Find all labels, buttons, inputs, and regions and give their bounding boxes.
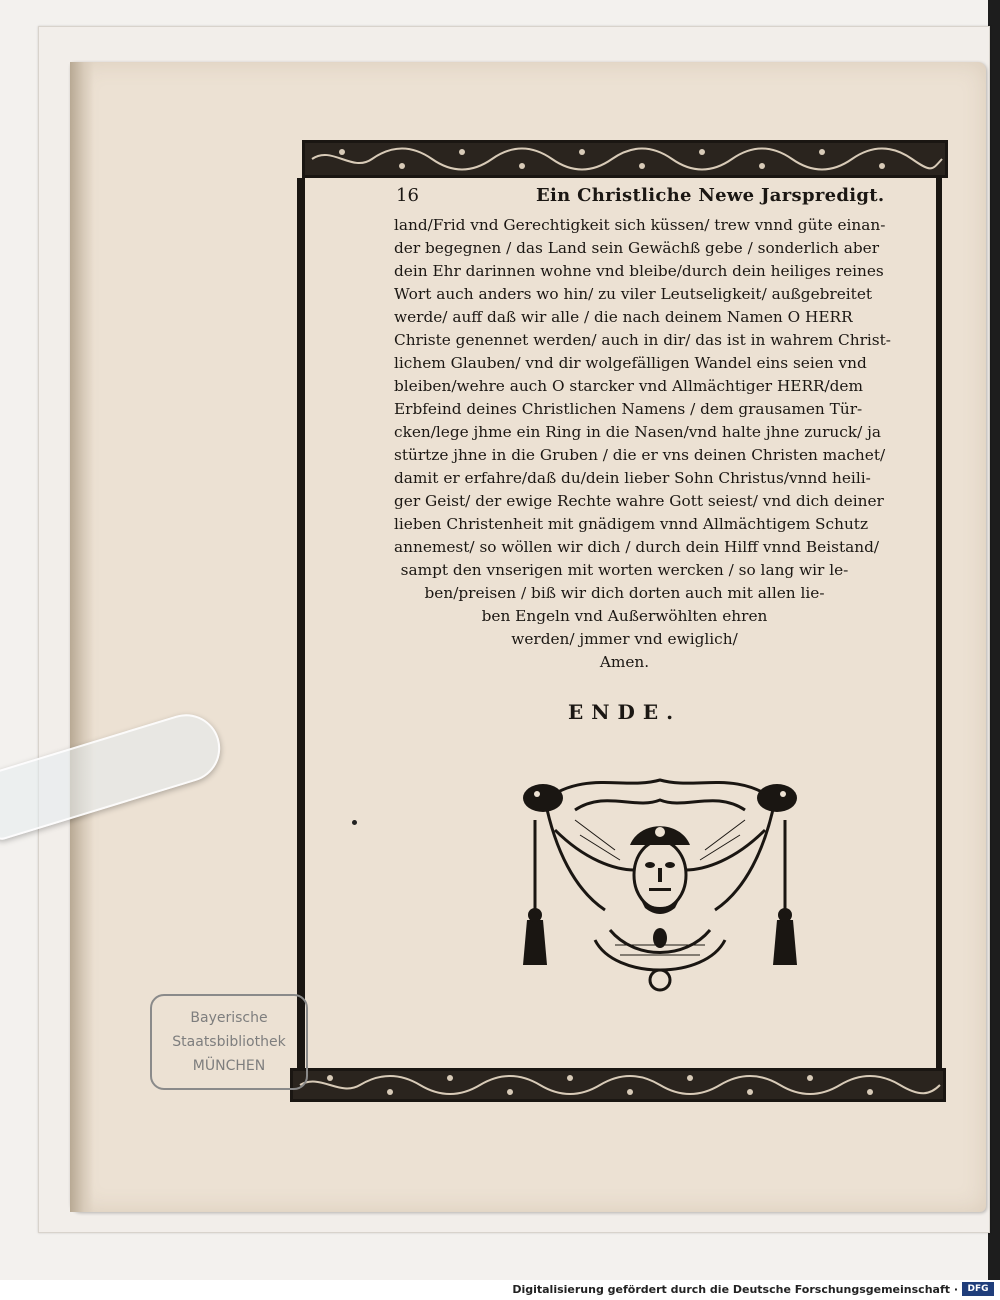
text-line: der begegnen / das Land sein Gewächß gebe / sonderlich aber [394, 239, 880, 257]
text-line: Christe genennet werden/ auch in dir/ das ist in wahrem Christ- [394, 331, 891, 349]
body-text [322, 214, 927, 674]
running-title: Ein Christliche Newe Jarspredigt. [536, 185, 885, 206]
bottom-ornament-border [290, 1068, 946, 1102]
text-line: Wort auch anders wo hin/ zu viler Leutseligkeit/ außgebreitet [394, 285, 873, 303]
dfg-logo-icon: DFG [962, 1282, 994, 1296]
text-line: bleiben/wehre auch O starcker vnd Allmächtiger HERR/dem [394, 377, 863, 395]
text-line: ger Geist/ der ewige Rechte wahre Gott seiest/ vnd dich deiner [394, 492, 884, 510]
text-line: ben Engeln vnd Außerwöhlten ehren [481, 607, 768, 625]
text-line: Amen. [599, 653, 650, 671]
text-line: land/Frid vnd Gerechtigkeit sich küssen/ trew vnnd güte einan- [394, 216, 886, 234]
ink-dot [352, 820, 357, 825]
ende-colophon: ENDE. [567, 700, 682, 724]
text-line: dein Ehr darinnen wohne vnd bleibe/durch dein heiliges reines [394, 262, 884, 280]
stamp-line: Staatsbibliothek [172, 1034, 286, 1050]
text-line: Erbfeind deines Christlichen Namens / dem grausamen Tür- [394, 400, 863, 418]
running-header [322, 178, 927, 214]
top-ornament-border [302, 140, 948, 178]
library-stamp [150, 994, 308, 1090]
text-block [322, 178, 927, 674]
text-line: lichem Glauben/ vnd dir wolgefälligen Wandel eins seien vnd [394, 354, 867, 372]
funding-credit: Digitalisierung gefördert durch die Deutsche Forschungsgemeinschaft · [512, 1283, 958, 1296]
text-line: werden/ jmmer vnd ewiglich/ [511, 630, 738, 648]
mask-woodcut-ornament [515, 760, 805, 1000]
stamp-line: Bayerische [190, 1010, 268, 1026]
text-line: sampt den vnserigen mit worten wercken / so lang wir le- [400, 561, 849, 579]
page-edge-shadow [70, 62, 94, 1212]
text-line: damit er erfahre/daß du/dein lieber Sohn Christus/vnnd heili- [394, 469, 871, 487]
stamp-line: MÜNCHEN [192, 1058, 266, 1074]
left-frame-rule [297, 178, 305, 1070]
text-line: lieben Christenheit mit gnädigem vnnd Allmächtigem Schutz [394, 515, 869, 533]
text-line: werde/ auff daß wir alle / die nach deinem Namen O HERR [394, 308, 853, 326]
right-frame-rule [936, 178, 942, 1070]
text-line: annemest/ so wöllen wir dich / durch dein Hilff vnnd Beistand/ [394, 538, 880, 556]
text-line: cken/lege jhme ein Ring in die Nasen/vnd halte jhne zuruck/ ja [394, 423, 881, 441]
page-number: 16 [396, 185, 419, 206]
footer-bar [0, 1280, 1000, 1300]
text-line: ben/preisen / biß wir dich dorten auch mit allen lie- [424, 584, 825, 602]
text-line: stürtze jhne in die Gruben / die er vns deinen Christen machet/ [394, 446, 886, 464]
